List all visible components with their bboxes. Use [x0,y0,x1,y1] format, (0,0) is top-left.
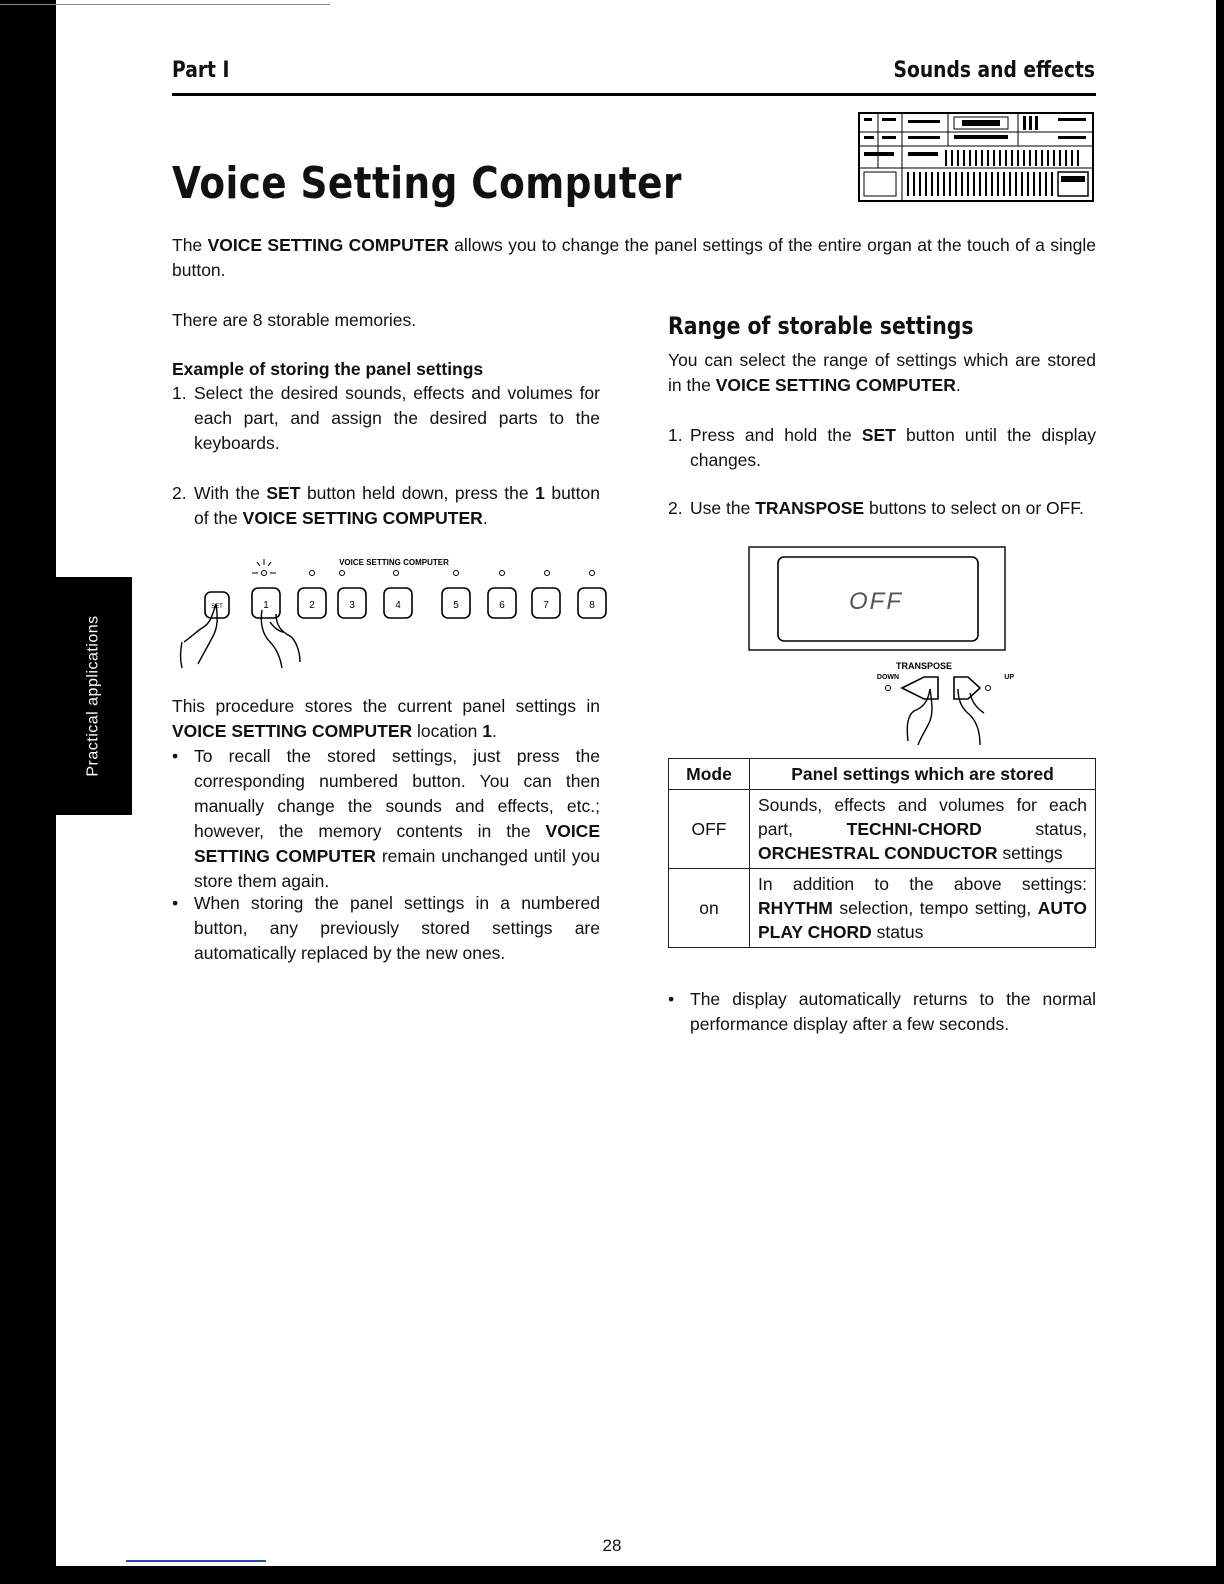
left-step-1: 1. Select the desired sounds, effects and volumes for each part, and assign the desired parts to the keyboards. [172,383,600,453]
mode-table [668,758,1096,948]
indicator-lamp-7 [545,571,550,576]
left-bullet-1: • To recall the stored settings, just press the corresponding numbered button. You can then manually change the sounds and effects, etc.; however, the memory contents in the VOICE SETTING COMPUTER remain unchanged until you store them again. [172,746,601,891]
memories-text: There are 8 storable memories. [172,310,417,330]
header-part: Part I [172,58,230,83]
left-step-2: 2. With the SET button held down, press the 1 button of the VOICE SETTING COMPUTER. [172,483,600,528]
indicator-lamp-6 [500,571,505,576]
side-tab [56,577,132,815]
button-label-4: 4 [395,600,401,611]
row-on-mode: on [669,869,750,948]
intro-paragraph: The VOICE SETTING COMPUTER allows you to change the panel settings of the entire organ at the touch of a single button. [172,235,1097,280]
up-label: UP [1004,674,1014,681]
up-indicator [986,686,991,691]
indicator-lamp-8 [590,571,595,576]
down-label: DOWN [876,674,900,681]
display-transpose-diagram [748,545,1014,750]
example-heading: Example of storing the panel settings [172,359,484,379]
button-label-5: 5 [453,600,459,611]
row-off-mode: OFF [669,790,750,869]
page-title: Voice Setting Computer [172,158,682,209]
scan-edge-bottom [0,1566,1224,1584]
scan-line-top [0,4,330,5]
diagram-label: VOICE SETTING COMPUTER [339,558,449,567]
button-label-1: 1 [263,600,269,611]
indicator-lamp-4 [394,571,399,576]
down-indicator [886,686,891,691]
header-settings: Panel settings which are stored [750,759,1096,790]
transpose-hand-icons [907,689,984,745]
right-bullet: • The display automatically returns to the normal performance display after a few seconds. [668,989,1096,1034]
button-label-6: 6 [499,600,505,611]
pressing-hand-icons [181,604,301,668]
page-number: 28 [602,1536,622,1555]
set-button-label: SET [211,604,223,610]
button-label-8: 8 [589,600,595,611]
indicator-lamp-5 [454,571,459,576]
right-step-1: 1. Press and hold the SET button until the display changes. [668,425,1096,470]
header-rule [172,93,1096,96]
header-section: Sounds and effects [893,58,1095,83]
scan-edge-left [0,0,56,1584]
scan-line-bottom [126,1560,266,1562]
header-mode: Mode [669,759,750,790]
lcd-readout: OFF [849,588,903,615]
transpose-label: TRANSPOSE [895,661,953,671]
stores-paragraph: This procedure stores the current panel settings in VOICE SETTING COMPUTER location 1. [172,696,600,741]
button-label-7: 7 [543,600,549,611]
transpose-down-button [902,677,938,699]
row-on-settings: In addition to the above settings: RHYTHM selection, tempo setting, AUTO PLAY CHORD status [750,869,1096,948]
table-row [669,869,1096,948]
voice-setting-buttons-diagram [172,552,612,670]
button-label-2: 2 [309,600,315,611]
range-heading: Range of storable settings [668,312,974,340]
right-step-2: 2. Use the TRANSPOSE buttons to select on or OFF. [668,498,1084,518]
table-row [669,790,1096,869]
row-off-settings: Sounds, effects and volumes for each part, TECHNI-CHORD status, ORCHESTRAL CONDUCTOR settings [750,790,1096,869]
indicator-lamp-2 [310,571,315,576]
scan-edge-right [1216,0,1224,1584]
organ-panel-illustration [858,112,1094,204]
indicator-lamp-1 [262,571,267,576]
button-label-3: 3 [349,600,355,611]
left-bullet-2: • When storing the panel settings in a numbered button, any previously stored settings are automatically replaced by the new ones. [172,893,600,963]
side-tab-label: Practical applications [85,615,103,777]
indicator-lamp-3 [340,571,345,576]
range-intro: You can select the range of settings which are stored in the VOICE SETTING COMPUTER. [668,350,1096,395]
table-header-row [669,759,1096,790]
